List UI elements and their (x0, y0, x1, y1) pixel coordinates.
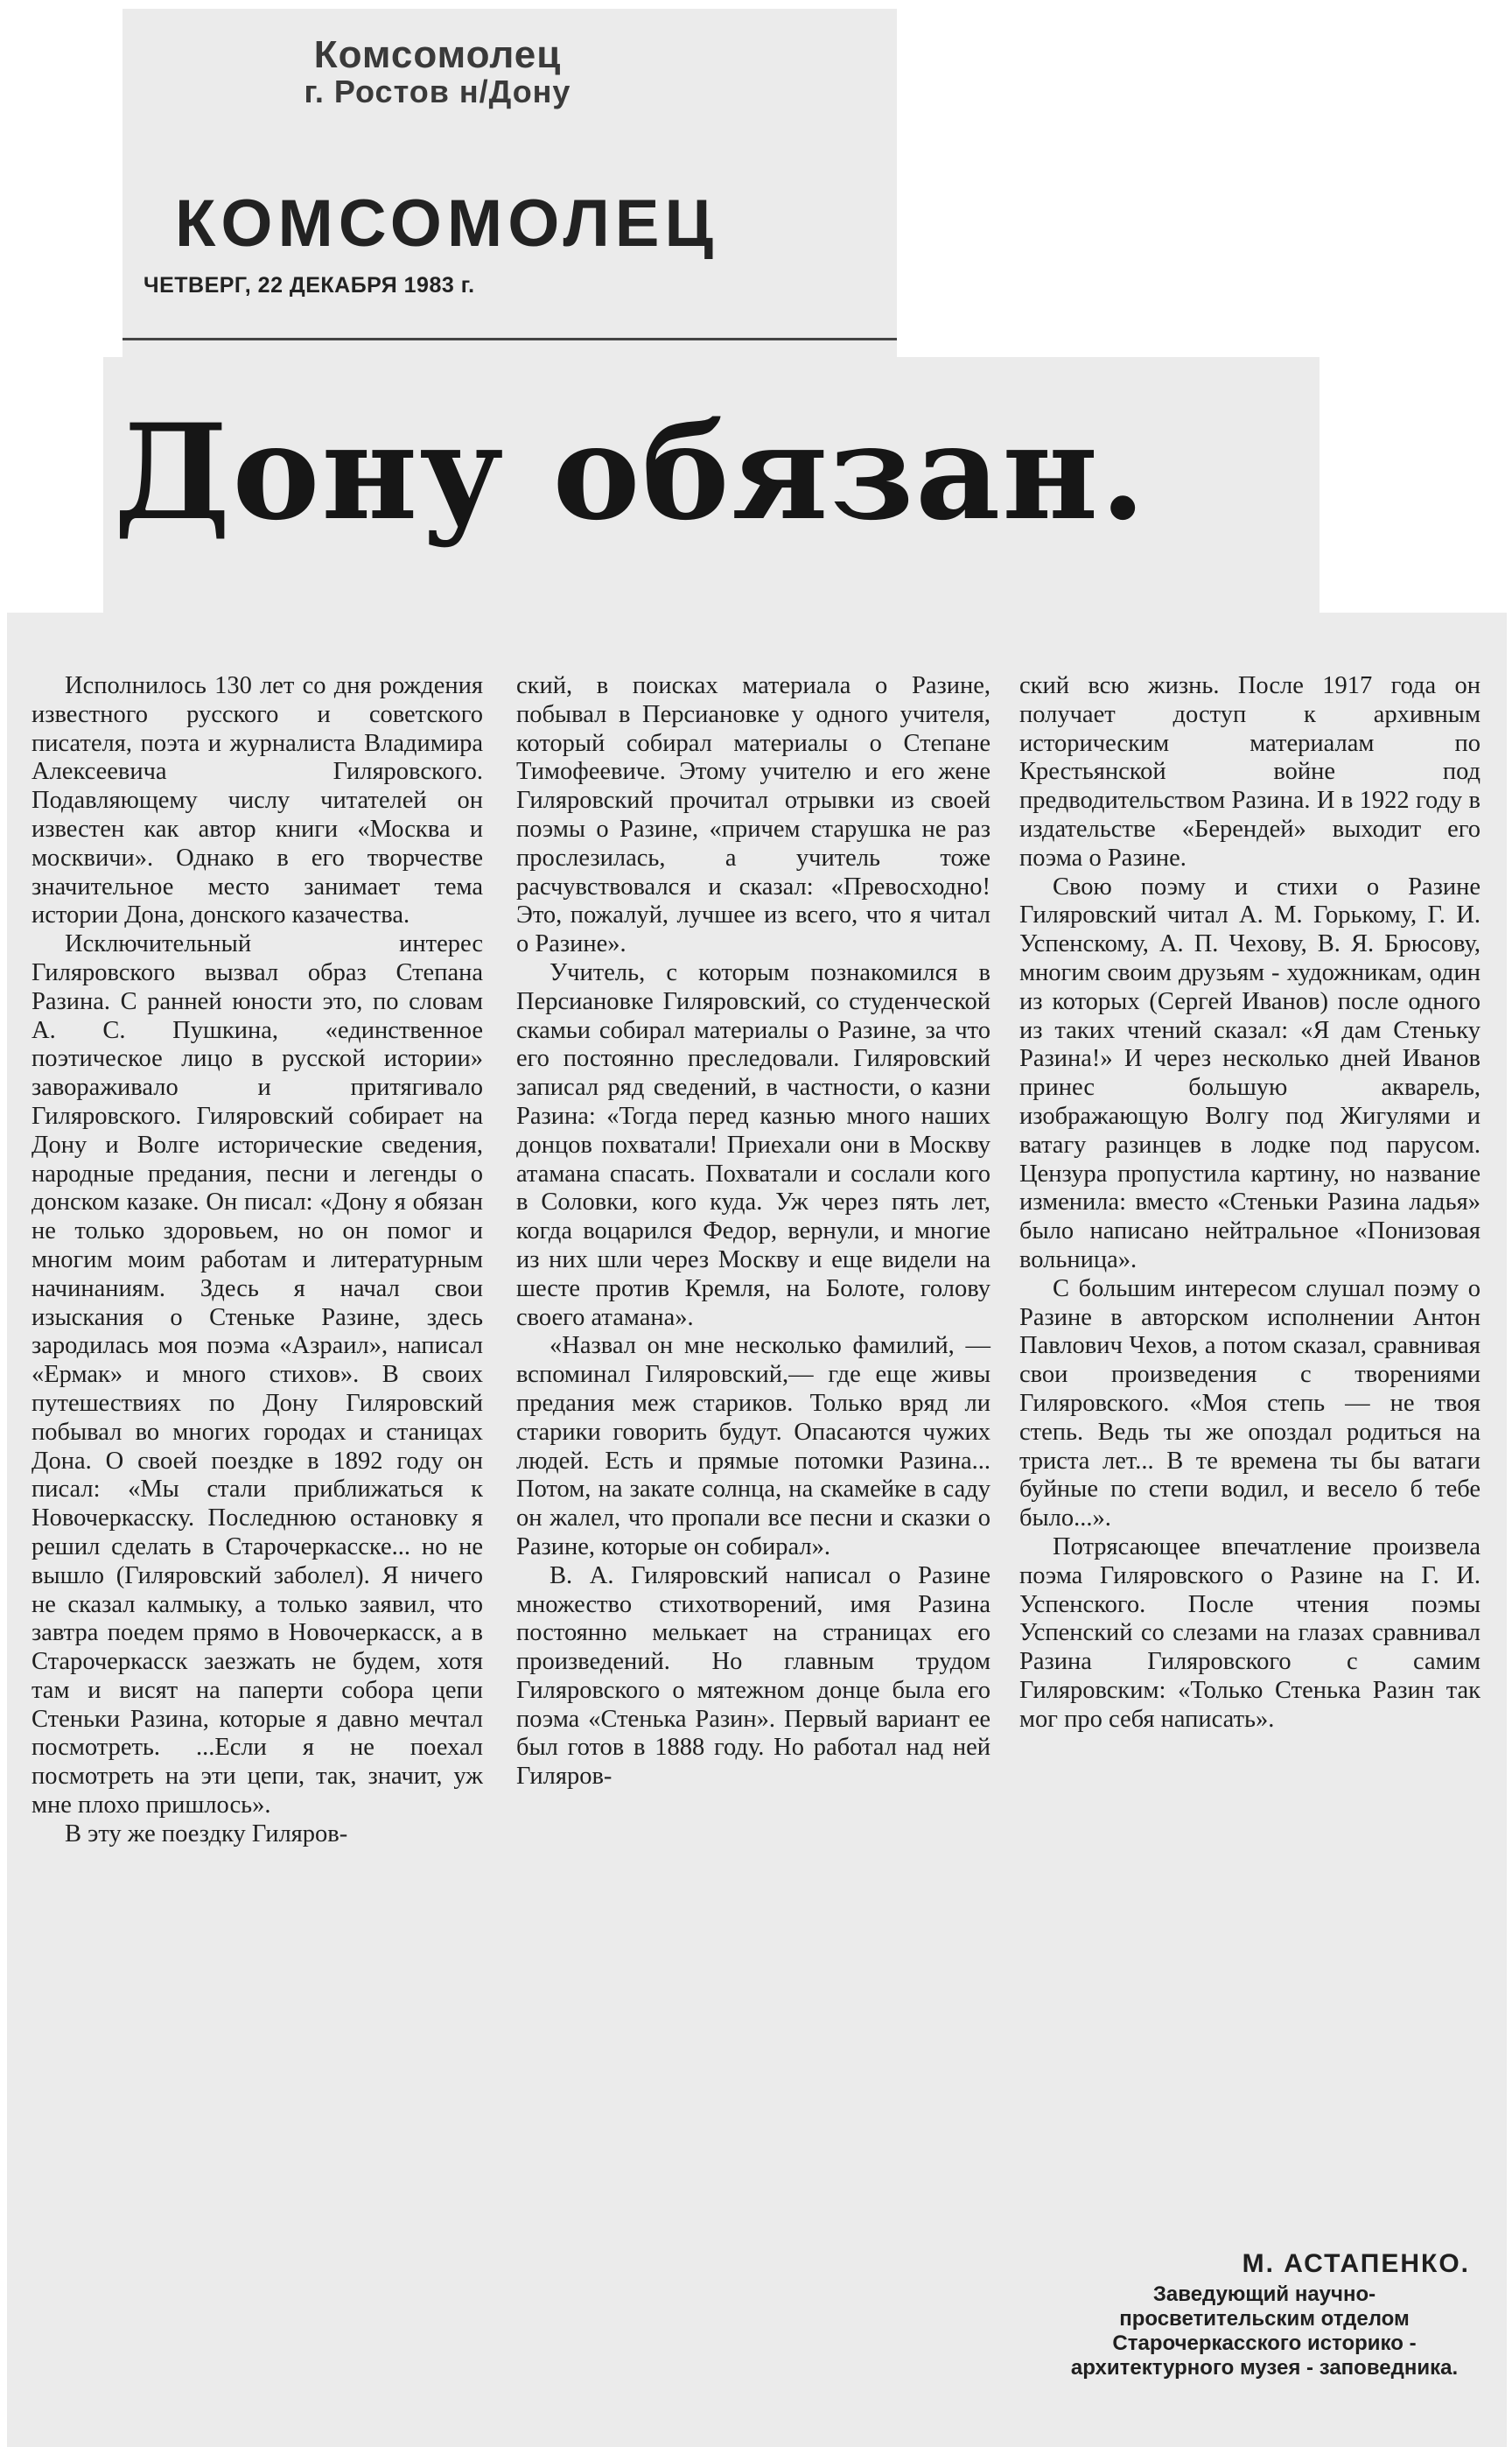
issue-date: ЧЕТВЕРГ, 22 ДЕКАБРЯ 1983 г. (144, 273, 475, 298)
paragraph: Исключительный интерес Гиляровского вызвал образ Степана Разина. С ранней юности это, по словам А. С. Пушкина, «единственное поэтическое лицо в русской истории» завораживало и притягивало Гиляровского. Гиляровский собирает на Дону и Волге исторические сведения, народные предания, песни и легенды о донском казаке. Он писал: «Дону я обязан не только здоровьем, но он помог и многим моим работам и литературным начинаниям. Здесь я начал свои изыскания о Стеньке Разине, здесь зародилась моя поэма «Азраил», написал «Ермак» и много стихов». В своих путешествиях по Дону Гиляровский побывал во многих городах и станицах Дона. О своей поездке в 1892 году он писал: «Мы стали приближаться к Новочеркасску. Последнюю остановку я решил сделать в Старочеркасске... но не вышло (Гиляровский заболел). Я ничего не сказал калмыку, а только заявил, что завтра поедем прямо в Новочеркасск, а в Старочеркасск заезжать не будем, хотя там и висят на паперти собора цепи Стеньки Разина, которые я давно мечтал посмотреть. ...Если я не поехал посмотреть на эти цепи, так, значит, уж мне плохо пришлось». (32, 930, 483, 1819)
article-column-1 (32, 672, 483, 1849)
stamp-line-2: г. Ростов н/Дону (304, 74, 571, 110)
paragraph: С большим интересом слушал поэму о Разине в авторском исполнении Антон Павлович Чехов, а потом сказал, сравнивая свои произведения с творениями Гиляровского. «Моя степь — не твоя степь. Ведь ты же опоздал родиться на триста лет... В те времена ты бы ватаги буйные по степи водил, и весело б тебе было...». (1019, 1274, 1480, 1532)
paragraph: В эту же поездку Гиляров- (65, 1819, 348, 1848)
newspaper-masthead: КОМСОМОЛЕЦ (175, 186, 718, 261)
paragraph: В. А. Гиляровский написал о Разине множество стихотворений, имя Разина постоянно мелькает на страницах его произведений. Но главным трудом Гиляровского о мятежном донце была его поэма «Стенька Разин». Первый вариант ее был готов в 1888 году. Но работал над ней Гиляров- (516, 1561, 990, 1791)
author-signature (1059, 2249, 1470, 2380)
article-column-2 (516, 672, 990, 1791)
masthead-rule (122, 338, 897, 340)
paragraph: «Назвал он мне несколько фамилий, — вспоминал Гиляровский,— где еще живы предания меж стариков. Только вряд ли старики говорить будут. Опасаются чужих людей. Есть и прямые потомки Разина... Потом, на закате солнца, на скамейке в саду он жалел, что пропали все песни и сказки о Разине, которые он собирал». (516, 1332, 990, 1560)
paragraph: Потрясающее впечатление произвела поэма Гиляровского о Разине на Г. И. Успенского. После чтения поэмы Успенский со слезами на глазах сравнивал Разина Гиляровского с самим Гиляровским: «Только Стенька Разин так мог про себя написать». (1019, 1532, 1480, 1733)
stamp-line-1: Комсомолец (313, 33, 562, 76)
paragraph: ский, в поисках материала о Разине, побывал в Персиановке у одного учителя, который собирал материалы о Степане Тимофеевиче. Этому учителю и его жене Гиляровский прочитал отрывки из своей поэмы о Разине, «причем старушка не раз прослезилась, а учитель тоже расчувствовался и сказал: «Превосходно! Это, пожалуй, лучшее из всего, что я читал о Разине». (516, 672, 990, 958)
paragraph: Свою поэму и стихи о Разине Гиляровский читал А. М. Горькому, Г. И. Успенскому, А. П. Чехову, В. Я. Брюсову, многим своим друзьям - художникам, один из которых (Сергей Иванов) после одного из таких чтений сказал: «Я дам Стеньку Разина!» И через несколько дней Иванов принес большую акварель, изображающую Волгу под Жигулями и ватагу разинцев в лодке под парусом. Цензура пропустила картину, но название изменила: вместо «Стеньки Разина ладья» было написано нейтральное «Понизовая вольница». (1019, 873, 1480, 1273)
author-title: Заведующий научно-просветительским отделом Старочеркасского историко - архитектурного музея - заповедника. (1070, 2282, 1459, 2380)
paragraph: Исполнилось 130 лет со дня рождения известного русского и советского писателя, поэта и журналиста Владимира Алексеевича Гиляровского. Подавляющему числу читателей он известен как автор книги «Москва и москвичи». Однако в его творчестве значительное место занимает тема истории Дона, донского казачества. (32, 672, 483, 929)
paragraph: Учитель, с которым познакомился в Персиановке Гиляровский, со студенческой скамьи собирал материалы о Разине, за что его постоянно преследовали. Гиляровский записал ряд сведений, в частности, о казни Разина: «Тогда перед казнью много наших донцов похватали! Приехали они в Москву атамана спасать. Похватали и сослали кого в Соловки, кого куда. Уж через пять лет, когда воцарился Федор, вернули, и многие из них шли через Москву и еще видели на шесте против Кремля, на Болоте, голову своего атамана». (516, 958, 990, 1331)
author-name: М. АСТАПЕНКО. (1242, 2249, 1470, 2278)
paragraph: ский всю жизнь. После 1917 года он получает доступ к архивным историческим материалам по Крестьянской войне под предводительством Разина. И в 1922 году в издательстве «Берендей» выходит его поэма о Разине. (1019, 672, 1480, 872)
archive-stamp (262, 35, 612, 109)
article-column-3 (1019, 672, 1480, 1734)
article-headline: Дону обязан. (114, 396, 1148, 550)
